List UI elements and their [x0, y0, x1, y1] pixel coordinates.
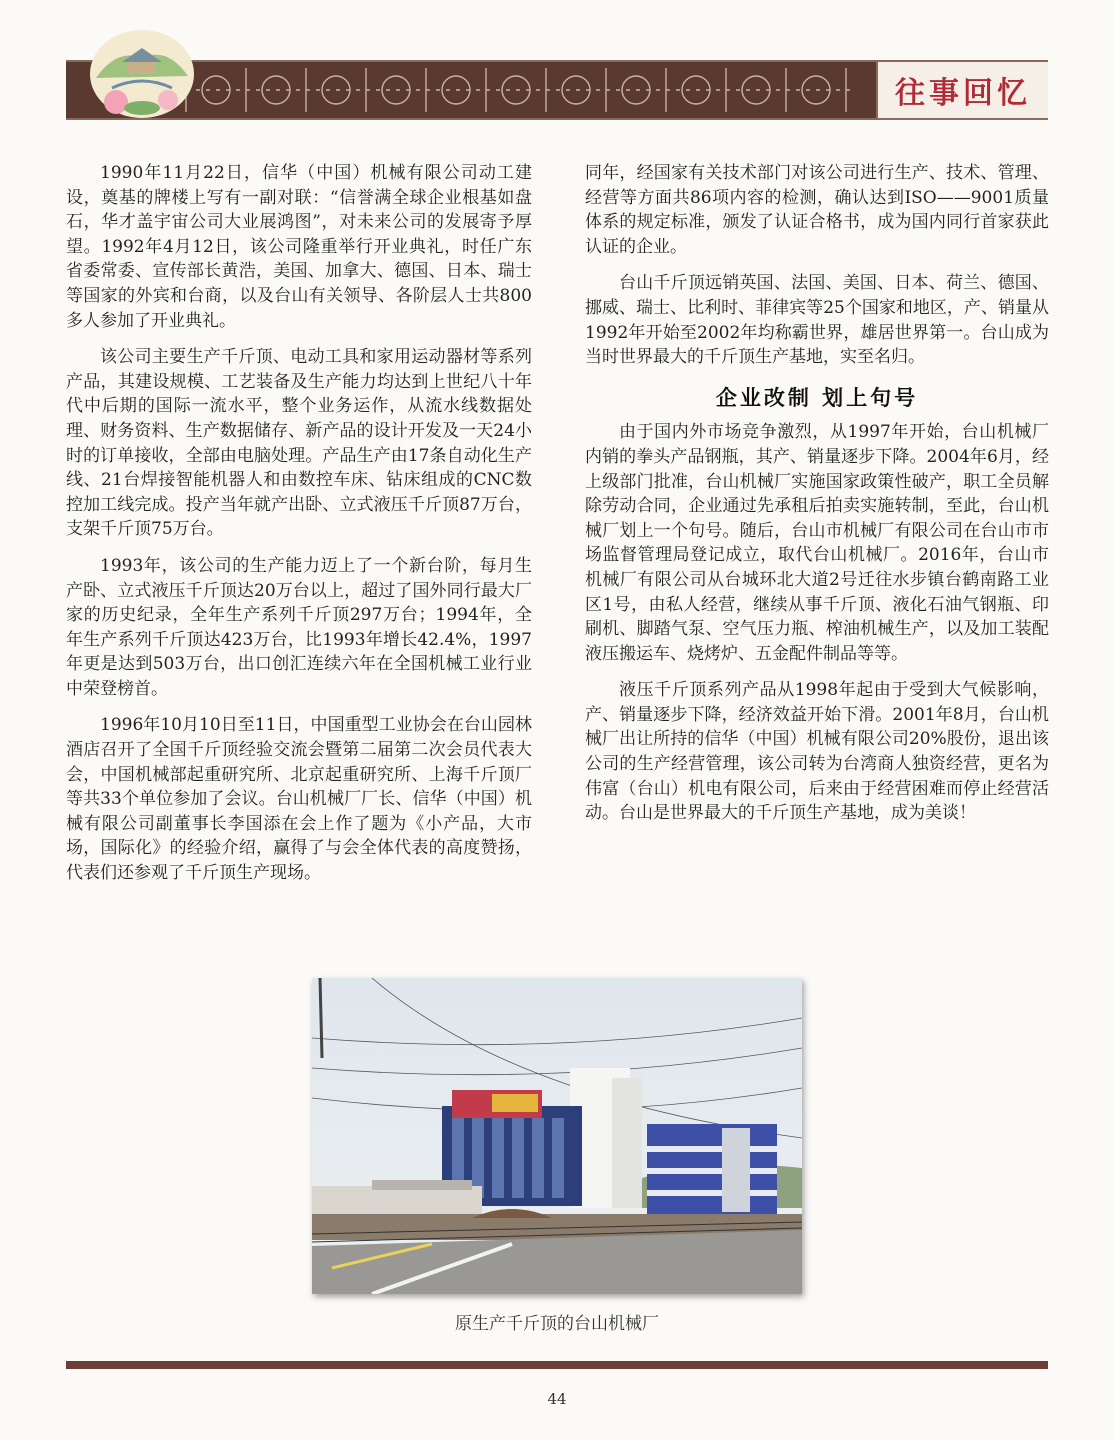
paragraph: 1990年11月22日，信华（中国）机械有限公司动工建设，奠基的牌楼上写有一副对联：“信誉满全球企业根基如盘石，华才盖宇宙公司大业展鸿图”，对未来公司的发展寄予厚望。1992年4月12日，该公司隆重举行开业典礼，时任广东省委常委、宣传部长黄浩，美国、加拿大、德国、日本、瑞士等国家的外宾和台商，以及台山有关领导、各阶层人士共800多人参加了开业典礼。 — [66, 163, 532, 331]
footer-divider — [66, 1361, 1048, 1369]
page-number: 44 — [547, 1390, 567, 1408]
paragraph: 台山千斤顶远销英国、法国、美国、日本、荷兰、德国、挪威、瑞士、比利时、菲律宾等25个国家和地区，产、销量从1992年开始至2002年均称霸世界，雄居世界第一。台山成为当时世界最大的千斤顶生产基地，实至名归。 — [585, 273, 1049, 368]
paragraph: 由于国内外市场竞争激烈，从1997年开始，台山机械厂内销的拳头产品钢瓶，其产、销量逐步下降。2004年6月，经上级部门批准，台山机械厂实施国家政策性破产，职工全员解除劳动合同，企业通过先承租后拍卖实施转制，至此，台山机械厂划上一个句号。随后，台山市机械厂有限公司在台山市市场监督管理局登记成立，取代台山机械厂。2016年，台山市机械厂有限公司从台城环北大道2号迁往水步镇台鹤南路工业区1号，由私人经营，继续从事千斤顶、液化石油气钢瓶、印刷机、脚踏气泵、空气压力瓶、榨油机械生产，以及加工装配液压搬运车、烧烤炉、五金配件制品等等。 — [585, 422, 1049, 664]
paragraph: 1996年10月10日至11日，中国重型工业协会在台山园林酒店召开了全国千斤顶经验交流会暨第二届第二次会员代表大会，中国机械部起重研究所、北京起重研究所、上海千斤顶厂等共33个单位参加了会议。台山机械厂厂长、信华（中国）机械有限公司副董事长李国添在会上作了题为《小产品，大市场，国际化》的经验介绍，赢得了与会全体代表的高度赞扬，代表们还参观了千斤顶生产现场。 — [66, 715, 532, 884]
paragraph: 1993年，该公司的生产能力迈上了一个新台阶，每月生产卧、立式液压千斤顶达20万台以上，超过了国外同行最大厂家的历史纪录，全年生产系列千斤顶297万台；1994年，全年生产系列千斤顶达423万台，比1993年增长42.4%，1997年更是达到503万台，出口创汇连续六年在全国机械工业行业中荣登榜首。 — [66, 555, 532, 699]
header-banner — [66, 60, 1048, 120]
paragraph: 同年，经国家有关技术部门对该公司进行生产、技术、管理、经营等方面共86项内容的检测，确认达到ISO——9001质量体系的规定标准，颁发了认证合格书，成为国内同行首家获此认证的企业。 — [585, 163, 1049, 257]
factory-building-image — [312, 978, 802, 1294]
right-column — [585, 161, 1049, 838]
paragraph: 该公司主要生产千斤顶、电动工具和家用运动器材等系列产品，其建设规模、工艺装备及生产能力均达到上世纪八十年代中后期的国际一流水平，整个业务运作，从流水线数据处理、财务资料、生产数据储存、新产品的设计开发及一天24小时的订单接收，全部由电脑处理。产品生产由17条自动化生产线、21台焊接智能机器人和由数控车床、钻床组成的CNC数控加工线完成。投产当年就产出卧、立式液压千斤顶87万台，支架千斤顶75万台。 — [66, 347, 532, 540]
section-subheading: 企业改制 划上句号 — [715, 385, 919, 410]
pavilion-lotus-emblem — [82, 28, 202, 120]
left-column — [66, 161, 532, 898]
figure-caption: 原生产千斤顶的台山机械厂 — [455, 1314, 659, 1334]
ornamental-pattern — [126, 62, 856, 118]
paragraph: 液压千斤顶系列产品从1998年起由于受到大气候影响，产、销量逐步下降，经济效益开始下滑。2001年8月，台山机械厂出让所持的信华（中国）机械有限公司20%股份，退出该公司的生产经营管理，该公司转为台湾商人独资经营，更名为伟富（台山）机电有限公司，后来由于经营困难而停止经营活动。台山是世界最大的千斤顶生产基地，成为美谈！ — [585, 680, 1049, 824]
factory-photo — [312, 978, 802, 1294]
section-title: 往事回忆 — [876, 62, 1048, 118]
